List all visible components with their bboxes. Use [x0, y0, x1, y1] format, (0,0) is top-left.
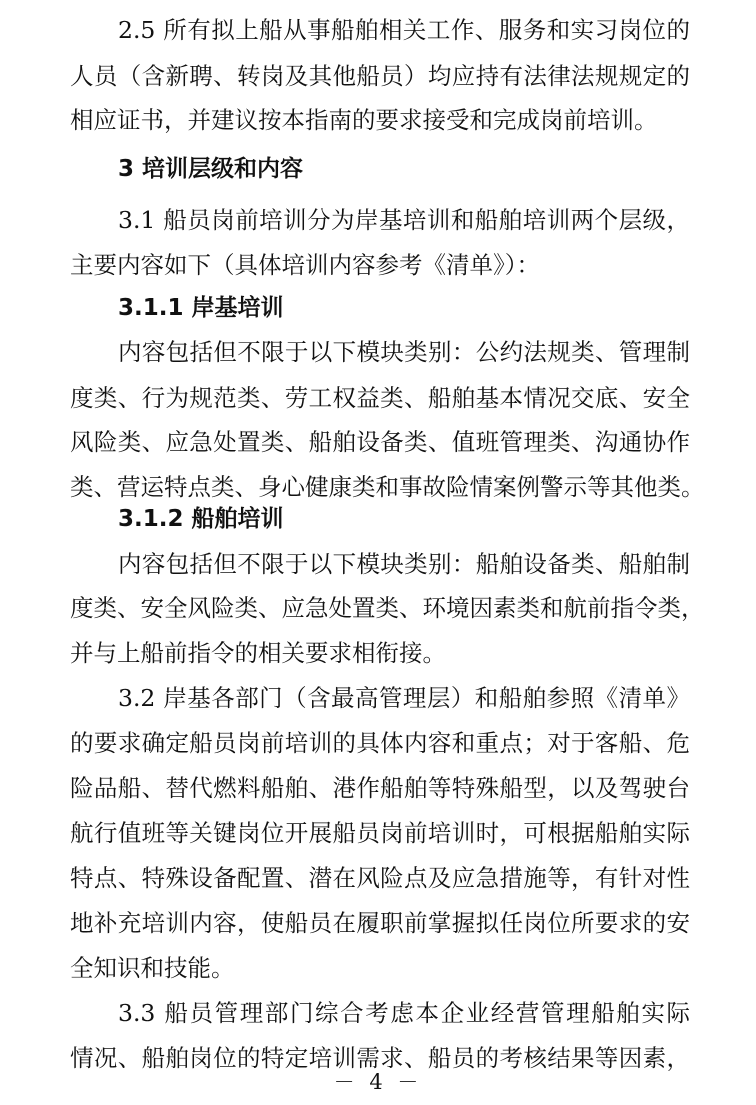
paragraph-3-1-1-line-2: 度类、行为规范类、劳工权益类、船舶基本情况交底、安全: [70, 384, 690, 412]
page-number: － 4 －: [333, 1070, 423, 1094]
paragraph-3-1-line-2: 主要内容如下（具体培训内容参考《清单》）：: [70, 251, 540, 279]
subsection-heading-3-1-2: 3.1.2 船舶培训: [118, 506, 284, 532]
paragraph-3-2-line-4: 航行值班等关键岗位开展船员岗前培训时，可根据船舶实际: [70, 819, 690, 847]
paragraph-3-2-line-7: 全知识和技能。: [70, 954, 235, 982]
paragraph-3-1-2-line-3: 并与上船前指令的相关要求相衔接。: [70, 639, 446, 667]
paragraph-3-2-line-1: 3.2 岸基各部门（含最高管理层）和船舶参照《清单》: [118, 684, 690, 712]
paragraph-3-2-line-2: 的要求确定船员岗前培训的具体内容和重点；对于客船、危: [70, 729, 690, 757]
paragraph-2-5-line-2: 人员（含新聘、转岗及其他船员）均应持有法律法规规定的: [70, 62, 690, 90]
paragraph-3-1-1-line-1: 内容包括但不限于以下模块类别：公约法规类、管理制: [118, 338, 690, 366]
paragraph-3-1-1-line-4: 类、营运特点类、身心健康类和事故险情案例警示等其他类。: [70, 473, 705, 501]
paragraph-2-5-line-1: 2.5 所有拟上船从事船舶相关工作、服务和实习岗位的: [118, 16, 690, 44]
paragraph-3-1-2-line-1: 内容包括但不限于以下模块类别：船舶设备类、船舶制: [118, 550, 690, 578]
section-heading-3: 3 培训层级和内容: [118, 156, 304, 182]
paragraph-3-1-2-line-2: 度类、安全风险类、应急处置类、环境因素类和航前指令类，: [70, 594, 705, 622]
paragraph-3-3-line-1: 3.3 船员管理部门综合考虑本企业经营管理船舶实际: [118, 999, 690, 1027]
paragraph-3-2-line-3: 险品船、替代燃料船舶、港作船舶等特殊船型，以及驾驶台: [70, 774, 690, 802]
paragraph-2-5-line-3: 相应证书，并建议按本指南的要求接受和完成岗前培训。: [70, 106, 658, 134]
paragraph-3-2-line-6: 地补充培训内容，使船员在履职前掌握拟任岗位所要求的安: [70, 909, 690, 937]
subsection-heading-3-1-1: 3.1.1 岸基培训: [118, 295, 284, 321]
paragraph-3-2-line-5: 特点、特殊设备配置、潜在风险点及应急措施等，有针对性: [70, 864, 690, 892]
paragraph-3-3-line-2: 情况、船舶岗位的特定培训需求、船员的考核结果等因素，: [70, 1044, 690, 1072]
paragraph-3-1-line-1: 3.1 船员岗前培训分为岸基培训和船舶培训两个层级，: [118, 206, 690, 234]
paragraph-3-1-1-line-3: 风险类、应急处置类、船舶设备类、值班管理类、沟通协作: [70, 428, 690, 456]
